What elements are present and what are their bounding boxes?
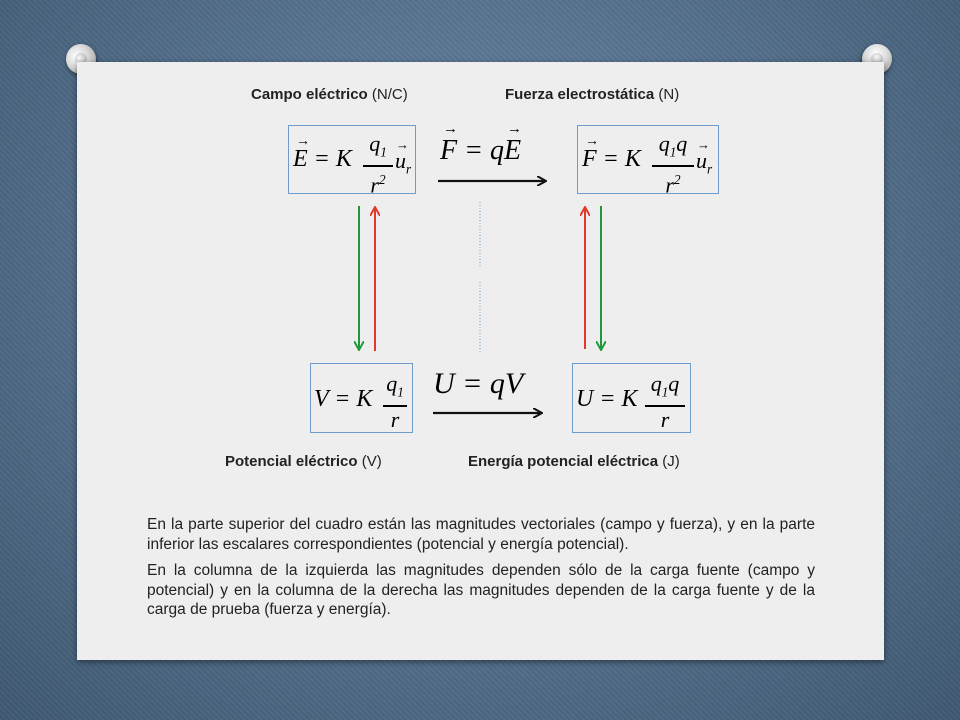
force-fraction: $q_1q$ $r^2$ bbox=[652, 132, 694, 197]
relation-top: F → = qE → bbox=[440, 121, 523, 166]
label-fuerza-electrostatica: Fuerza electrostática (N) bbox=[505, 86, 680, 103]
note-paragraph-1: En la parte superior del cuadro están las magnitudes vectoriales (campo y fuerza), y en la parte inferior las escalares correspondientes (potencial y energía potencial). bbox=[147, 516, 815, 553]
explanation-text bbox=[147, 515, 815, 627]
relation-bottom: U = qV bbox=[433, 367, 524, 400]
force-unit-vector: u → $_r$ bbox=[696, 137, 713, 177]
field-unit-vector: u → $_r$ bbox=[395, 137, 412, 177]
label-energia-potencial: Energía potencial eléctrica (J) bbox=[468, 453, 680, 470]
energy-fraction: $q_1q$ r bbox=[645, 372, 685, 432]
formula-box-energy bbox=[572, 363, 691, 433]
force-lhs: F → = K bbox=[582, 134, 641, 172]
potential-fraction: $q_1$ r bbox=[383, 372, 407, 432]
formula-box-potential bbox=[310, 363, 413, 433]
field-lhs: E → = K bbox=[293, 134, 352, 172]
label-potencial-electrico: Potencial eléctrico (V) bbox=[225, 453, 382, 470]
note-paragraph-2: En la columna de la izquierda las magnitudes dependen sólo de la carga fuente (campo y potencial) y en la columna de la derecha las magnitudes dependen de la carga fuente y de la carga de prueba (fuerza y energía). bbox=[147, 562, 815, 618]
formula-box-field bbox=[288, 125, 416, 198]
energy-lhs: U = K bbox=[576, 386, 638, 412]
formula-box-force bbox=[577, 125, 719, 198]
field-fraction: $q_1$ $r^2$ bbox=[363, 132, 393, 197]
potential-lhs: V = K bbox=[314, 386, 373, 412]
label-campo-electrico: Campo eléctrico (N/C) bbox=[251, 86, 408, 103]
